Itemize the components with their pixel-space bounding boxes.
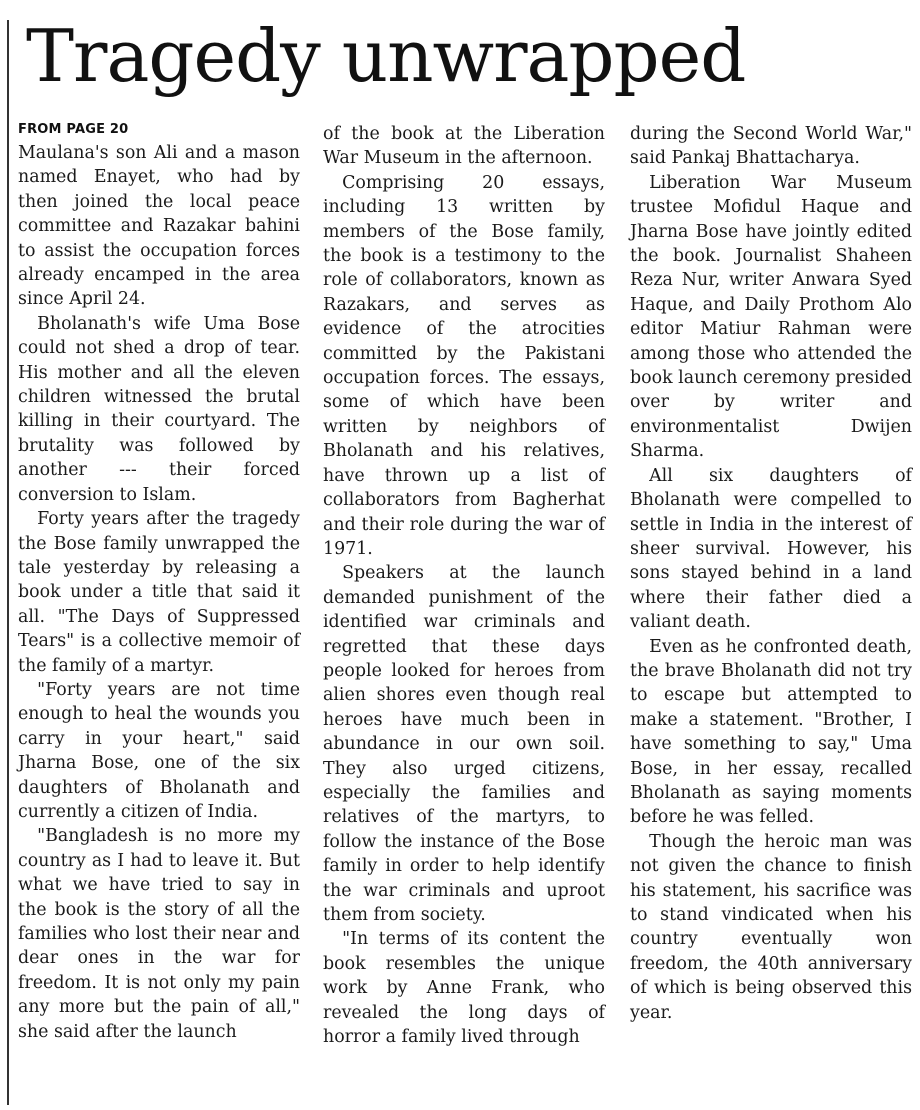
paragraph: Though the heroic man was not given the chance to finish his statement, his sacrifice was to stand vindicated when his country eventually won freedom, the 40th anniversary of which is being observed this year. [630,831,912,1023]
paragraph: during the Second World War," said Pankaj Bhattacharya. [630,124,912,169]
paragraph: Liberation War Museum trustee Mofidul Haque and Jharna Bose have jointly edited the book. Journalist Shaheen Reza Nur, writer Anwara Syed Haque, and Daily Prothom Alo editor Matiur Rahman were among those who attended the book launch ceremony presided over by writer and environmentalist Dwijen Sharma. [630,172,912,462]
article-column-3 [630,122,912,1025]
column-rule [7,20,9,1105]
paragraph: Even as he confronted death, the brave Bholanath did not try to escape but attempted to make a statement. "Brother, I have something to say," Uma Bose, in her essay, recalled Bholanath as saying moments before he was felled. [630,636,912,828]
paragraph: Bholanath's wife Uma Bose could not shed a drop of tear. His mother and all the eleven children witnessed the brutal killing in their courtyard. The brutality was followed by another --- their forced conversion to Islam. [18,313,300,505]
paragraph: All six daughters of Bholanath were compelled to settle in India in the interest of sheer survival. However, his sons stayed behind in a land where their father died a valiant death. [630,465,912,633]
paragraph: Comprising 20 essays, including 13 written by members of the Bose family, the book is a testimony to the role of collaborators, known as Razakars, and serves as evidence of the atrocities committed by the Pakistani occupation forces. The essays, some of which have been written by neighbors of Bholanath and his relatives, have thrown up a list of collaborators from Bagherhat and their role during the war of 1971. [323,172,605,559]
kicker: FROM PAGE 20 [18,122,129,137]
paragraph: of the book at the Liberation War Museum in the afternoon. [323,124,605,169]
article-column-1 [18,121,300,1044]
paragraph: "In terms of its content the book resembles the unique work by Anne Frank, who revealed the long days of horror a family lived through [323,929,605,1048]
paragraph: Speakers at the launch demanded punishment of the identified war criminals and regretted that these days people looked for heroes from alien shores even though real heroes have much been in abundance in our own soil. They also urged citizens, especially the families and relatives of the martyrs, to follow the instance of the Bose family in order to help identify the war criminals and uproot them from society. [323,563,605,925]
article-column-2 [323,122,605,1049]
paragraph: "Bangladesh is no more my country as I had to leave it. But what we have tried to say in the book is the story of all the families who lost their near and dear ones in the war for freedom. It is not only my pain any more but the pain of all," she said after the launch [18,826,300,1042]
paragraph: "Forty years are not time enough to heal the wounds you carry in your heart," said Jharna Bose, one of the six daughters of Bholanath and currently a citizen of India. [18,679,300,822]
paragraph: Forty years after the tragedy the Bose family unwrapped the tale yesterday by releasing a book under a title that said it all. "The Days of Suppressed Tears" is a collective memoir of the family of a martyr. [18,509,300,676]
paragraph: Maulana's son Ali and a mason named Enayet, who had by then joined the local peace committee and Razakar bahini to assist the occupation forces already encamped in the area since April 24. [18,143,300,310]
headline: Tragedy unwrapped [26,14,746,98]
